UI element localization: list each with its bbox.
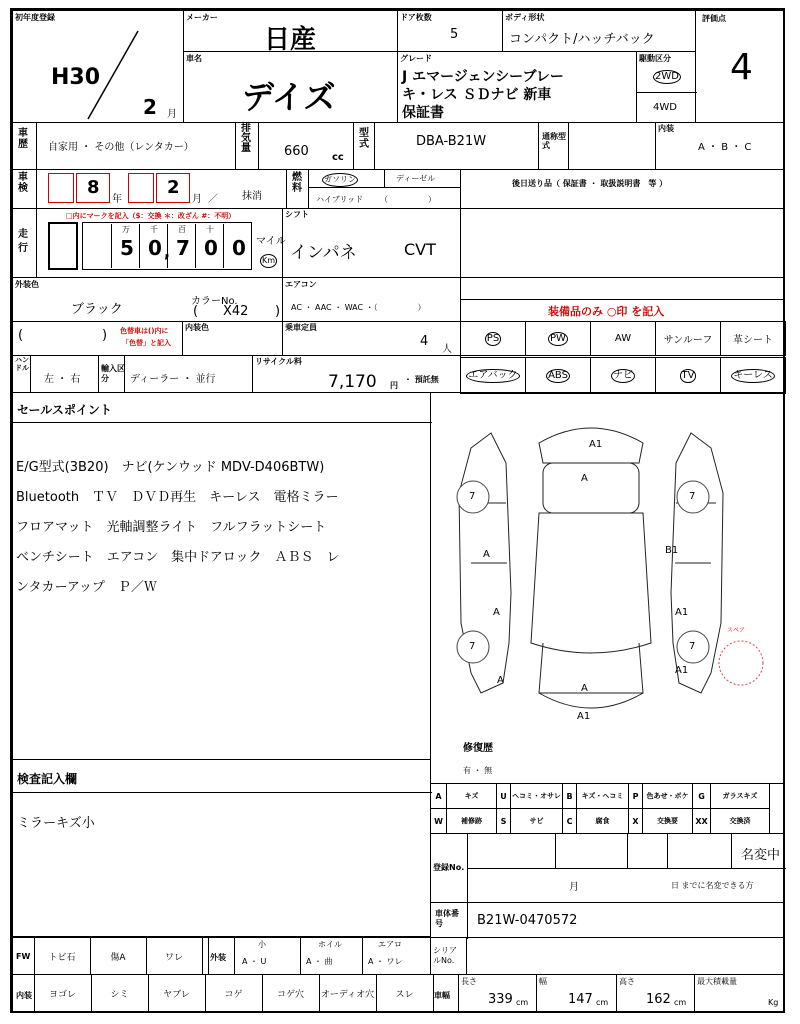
equipment-label: AW (614, 333, 632, 344)
equipment-item (460, 321, 526, 356)
docs-label: 後日送り品（ 保証書 ・ 取扱説明書 等 ） (512, 179, 668, 188)
bottom1-item: トビ石 (34, 937, 91, 975)
bottom2-item: スレ (376, 974, 434, 1013)
row3-div3 (308, 169, 309, 209)
first-reg-month: 2 (143, 95, 157, 119)
recycle-value: 7,170 (328, 372, 377, 392)
equipment-item (655, 321, 721, 356)
month-unit-2: 月 (192, 194, 202, 205)
reg-hdiv (467, 868, 786, 869)
mark-tire-fr: 7 (689, 491, 696, 502)
row6-div4 (252, 355, 253, 393)
bottom2-item: ヤブレ (148, 974, 206, 1013)
model-label: 車名 (186, 54, 202, 63)
equipment-label: PS (486, 332, 500, 344)
recycle-label: リサイクル料 (255, 357, 302, 366)
capacity-label: 乗車定員 (285, 323, 317, 332)
mark-note: □内にマークを記入（$：交換 ＊：改ざん #：不明） (66, 212, 236, 220)
legend-desc: ガラスキズ (710, 783, 770, 809)
ext-color-label: 外装色 (15, 280, 39, 289)
legend-code: B (562, 783, 577, 809)
legend-desc: 補修跡 (446, 808, 497, 834)
mark-rear-bumper: A1 (577, 711, 591, 722)
grade-box (397, 51, 637, 123)
history-label: 車歴 (18, 128, 28, 150)
mark-left-door: A (483, 549, 490, 560)
body-label: ボディ形状 (505, 13, 545, 22)
row6-div2 (98, 355, 99, 393)
bottom1-item: 傷A (90, 937, 147, 975)
row2-div1 (36, 122, 37, 170)
reg-div1 (467, 834, 468, 904)
shift-type: CVT (404, 240, 436, 259)
fuel-diesel: ディーゼル (396, 174, 436, 183)
insp-year-box (76, 173, 110, 203)
bottom2-item: ヨゴレ (34, 974, 92, 1013)
legend-desc: キズ (446, 783, 497, 809)
insp-month-blank-box (128, 173, 154, 203)
b2-div-len (458, 974, 459, 1013)
bottom2-item: オーディオ穴 (319, 974, 377, 1013)
drive-box (636, 51, 696, 123)
score-box (695, 10, 785, 123)
type-value: DBA-B21W (416, 134, 487, 149)
legend-desc: 色あせ・ボケ (642, 783, 693, 809)
repair-label: 修復歴 (463, 743, 493, 754)
import-value: ディーラー ・ 並行 (130, 374, 216, 385)
equip-note: 装備品のみ ○印 を記入 (548, 305, 665, 318)
int-label: 内装 (16, 991, 32, 1000)
insp-year: 8 (87, 177, 100, 198)
inspection-notes-title: 検査記入欄 (17, 772, 78, 786)
equipment-label: PW (550, 332, 566, 344)
body-value: コンパクト/ハッチバック (509, 32, 655, 47)
capacity-value: 4 (420, 334, 429, 349)
doors-label: ドア枚数 (400, 13, 432, 22)
equipment-item (525, 321, 591, 356)
odometer-unit: 百 (178, 225, 186, 234)
width-unit: cm (596, 998, 609, 1007)
year-unit: 年 (112, 194, 122, 205)
b1-div-serial2 (466, 937, 467, 975)
row2-div8 (655, 122, 656, 170)
chassis-box (430, 902, 785, 938)
b1-div-small (234, 937, 235, 975)
handle-label: ハンドル (15, 356, 29, 372)
docs-area (460, 208, 785, 278)
grade-line1: J エマージェンシーブレー (402, 69, 564, 85)
row5b (12, 321, 461, 356)
drive-4wd: 4WD (653, 102, 677, 113)
handle-value: 左 ・ 右 (44, 374, 81, 385)
insp-month-box (156, 173, 190, 203)
ext-label: 外装 (210, 953, 226, 962)
fuel-vdiv (384, 169, 385, 188)
equipment-item (525, 357, 591, 394)
displacement-label: 排気量 (241, 123, 251, 154)
fuel-gasoline-circled: ガソリン (322, 173, 358, 187)
odometer-unit: 千 (150, 225, 158, 234)
first-registration-box (12, 10, 184, 123)
equipment-item (590, 321, 656, 356)
legend-code: C (562, 808, 577, 834)
mark-left-rear-door: A (493, 607, 500, 618)
chassis-label: 車体番号 (435, 909, 459, 928)
length-unit: cm (516, 998, 529, 1007)
legend-code: G (692, 783, 711, 809)
equipment-label: キーレス (733, 369, 773, 381)
legend-code: XX (692, 808, 711, 834)
mile-unit: マイル (256, 236, 286, 247)
mark-tire-fl: 7 (469, 491, 476, 502)
load-label: 最大積載量 (697, 977, 737, 986)
drive-divider (637, 92, 697, 93)
reg-div2 (555, 834, 556, 868)
b2-div-load (694, 974, 695, 1013)
legend-code: W (430, 808, 447, 834)
mark-right-rear: A1 (675, 607, 689, 618)
equipment-label: TV (681, 369, 695, 381)
mark-rear: A (581, 683, 588, 694)
load-unit: Kg (768, 998, 779, 1007)
shift-position: インパネ (290, 243, 357, 263)
displacement-value: 660 (284, 144, 309, 159)
repair-value: 有 ・ 無 (463, 766, 493, 775)
fw-label: FW (16, 952, 31, 961)
model-box (183, 51, 398, 123)
maker-value: 日産 (264, 25, 317, 55)
grade-label: グレード (400, 54, 432, 63)
car-diagram (431, 393, 786, 785)
slash-line (83, 29, 143, 121)
drive-2wd (653, 70, 681, 84)
height-unit: cm (674, 998, 687, 1007)
sales-line: ベンチシート エアコン 集中ドアロック ＡＢＳ レ (16, 550, 340, 565)
registration-box (430, 833, 785, 903)
legend-code: S (496, 808, 511, 834)
inspection-notes-divider (13, 792, 432, 793)
b2-div-hei (616, 974, 617, 1013)
height-label: 高さ (619, 977, 635, 986)
maker-label: メーカー (186, 13, 218, 22)
fuel-hybrid: ハイブリッド (316, 195, 364, 204)
cancel-label: 抹消 (242, 191, 262, 202)
auction-sheet: 初年度登録 H30 2 月 メーカー 日産 車名 デイズ ドア枚数 5 ボディ形状 コンパクト/ハッチバック グレード J エマージェンシーブレー キ・レス ＳＤナビ 新車 保証書 駆動区分 2WD 4WD 評価点 4 車歴 自家用 ・ その他（レンタカー） 排気量 660 cc 型式 DBA-B21W 通称型式 内装 A ・ B ・ C 車検 8 年 2 月 ／ 抹消 燃料 ガソリン ディーゼル ハイブリッド （ ） 後日送り品（ 保証書 ・ 取扱説明書 等 ） 走行 □内にマークを記入（$：交換 ＊：改ざん #：不明） マイル Km シフト インパネ CVT 外装色 ブラック カラーNo. ( X42 ) エアコン AC ・ AAC ・ WAC ・（ ） 装備品のみ ○印 を記入 ( ) 色替車は()内に 「色替」と記入 内装色 乗車定員 4 人 ハンドル 左 ・ 右 輸入区分 ディーラー ・ 並行 リサイクル料 7,170 円 ・ 預託無 セールスポイント A1 A 7 7 A B1 A A1 7 7 A A1 A A1 スペア 修復歴 有 ・ 無 登録No. 名変中 月 日 までに名変できる方 検査記入欄 ミラーキズ小 車体番号 B21W-0470572 FW 外装 小 A ・ U ホイル A ・ 曲 エアロ A ・ ワレ シリアルNo. 内装 車幅 長さ 339 cm 幅 147 cm 高さ 162 cm 最大積載量 Kg 万 5 千 0 百 7 十 0 0 , PS PW AW サンルーフ 革シート エアバック ABS ナビ TV キーレス E/G型式(3B20) ナビ(ケンウッド MDV-D406BTW) Bluetooth ＴＶ ＤＶＤ再生 キーレス 電格ミラー フロアマット 光軸調整ライト フルフラットシート ベンチシート エアコン 集中ドアロック ＡＢＳ レ ンタカーアップ Ｐ／Ｗ A キズ U ヘコミ・オサレ B キズ・ヘコミ P 色あせ・ボケ G ガラスキズ W 補修跡 S サビ C 腐食 X 交換要 XX 交換済 トビ石 傷A ワレ ヨゴレ シミ ヤブレ コゲ コゲ穴 オーディオ穴 スレ (10, 8, 785, 1013)
deposit-note: ・ 預託無 (404, 375, 439, 384)
fuel-other: （ ） (380, 195, 436, 204)
doors-value: 5 (450, 27, 459, 42)
mark-left-rear: A (497, 675, 504, 686)
legend-code: P (628, 783, 643, 809)
legend-desc: 交換要 (642, 808, 693, 834)
reg-day-note: 日 までに名変できる方 (671, 881, 754, 890)
inspection-note: ミラーキズ小 (17, 816, 95, 831)
mark-tire-rl: 7 (469, 641, 476, 652)
row6-div1 (30, 355, 31, 393)
km-circled: Km (260, 254, 277, 268)
drive-label: 駆動区分 (639, 54, 671, 63)
name-change-label: 名変中 (741, 848, 781, 863)
bottom2-item: シミ (91, 974, 149, 1013)
equipment-label: ABS (548, 369, 568, 381)
b1-div-wheel (300, 937, 301, 975)
height-value: 162 (646, 992, 671, 1007)
color-no-label: カラーNo. (191, 296, 238, 307)
score-value: 4 (730, 47, 753, 88)
mark-hood: A (581, 473, 588, 484)
ext-color-value: ブラック (71, 302, 123, 317)
common-type-label: 通称型式 (542, 132, 566, 150)
width-label: 幅 (539, 977, 547, 986)
legend-code: A (430, 783, 447, 809)
row6-div3 (124, 355, 125, 393)
person-unit: 人 (442, 344, 452, 355)
color-change-note2: 「色替」と記入 (122, 339, 171, 347)
legend-code: U (496, 783, 511, 809)
first-reg-label: 初年度登録 (15, 13, 55, 22)
row2-div7 (568, 122, 569, 170)
row2-div6 (538, 122, 539, 170)
type-label: 型式 (359, 128, 369, 150)
equipment-label: 革シート (733, 335, 773, 346)
odometer-digit: 0 (148, 236, 162, 260)
equipment-item (720, 321, 786, 356)
color-no-value: X42 (223, 304, 249, 319)
import-label: 輸入区分 (101, 364, 125, 383)
mark-tire-rr: 7 (689, 641, 696, 652)
registration-label: 登録No. (433, 863, 465, 872)
odometer-unit: 万 (122, 225, 130, 234)
sales-title-divider (13, 422, 432, 423)
small-label: 小 (258, 940, 266, 949)
sales-title: セールスポイント (17, 403, 112, 417)
interior-label: 内装 (658, 124, 674, 133)
month-unit: 月 (167, 109, 177, 120)
mark-right-rear-fender: A1 (675, 665, 689, 676)
aero-value: A ・ ワレ (368, 957, 403, 966)
reg-div4 (667, 834, 668, 868)
row3-div2 (286, 169, 287, 209)
b1-div-aero (362, 937, 363, 975)
row2-div3 (258, 122, 259, 170)
reg-div3 (627, 834, 628, 868)
b2-div-wid (536, 974, 537, 1013)
row4-div1 (36, 208, 37, 278)
bottom2-item: コゲ穴 (262, 974, 320, 1013)
equipment-label: ナビ (613, 369, 633, 381)
km-unit (260, 254, 277, 268)
legend-code: X (628, 808, 643, 834)
row4-div2 (282, 208, 283, 278)
row5b-div2 (282, 321, 283, 356)
first-reg-year: H30 (51, 65, 101, 90)
sales-line: E/G型式(3B20) ナビ(ケンウッド MDV-D406BTW) (16, 460, 325, 475)
odometer-comma: , (164, 242, 171, 261)
b1-div-ext (208, 937, 209, 975)
equipment-item (720, 357, 786, 394)
inspection-label: 車検 (18, 172, 28, 194)
bottom1-item: ワレ (146, 937, 203, 975)
odometer-unit: 十 (206, 225, 214, 234)
legend-desc: ヘコミ・オサレ (510, 783, 563, 809)
maker-box (183, 10, 398, 55)
body-box (502, 10, 696, 52)
wheel-label: ホイル (318, 940, 342, 949)
small-value: A ・ U (242, 957, 267, 966)
mileage-label: 走行 (18, 229, 28, 254)
doors-box (397, 10, 503, 52)
bottom2-item: コゲ (205, 974, 263, 1013)
length-label: 長さ (461, 977, 477, 986)
mark-right-door: B1 (665, 545, 679, 556)
odometer-digit: 0 (232, 236, 246, 260)
odometer-digit: 5 (120, 236, 134, 260)
row2-div2 (235, 122, 236, 170)
drive-2wd-circled: 2WD (655, 71, 679, 82)
size-label: 車幅 (434, 991, 450, 1000)
row2-div5 (374, 122, 375, 170)
ac-box (282, 277, 461, 322)
yen-unit: 円 (390, 381, 398, 390)
history-value: 自家用 ・ その他（レンタカー） (48, 142, 194, 153)
inspection-notes-box (12, 759, 431, 937)
serial-label: シリアルNo. (433, 946, 457, 965)
legend-desc: キズ・ヘコミ (576, 783, 629, 809)
row3-div4 (460, 169, 461, 209)
sales-line: Bluetooth ＴＶ ＤＶＤ再生 キーレス 電格ミラー (16, 490, 339, 505)
equip-note-divider (460, 299, 785, 300)
chassis-div (467, 903, 468, 939)
equipment-label: エアバック (468, 369, 518, 381)
sales-line: ンタカーアップ Ｐ／Ｗ (16, 580, 157, 595)
ac-label: エアコン (285, 280, 317, 289)
equipment-item (460, 357, 526, 394)
int-color-label: 内装色 (185, 323, 209, 332)
model-value: デイズ (242, 78, 336, 116)
insp-year-blank-box (48, 173, 74, 203)
legend-desc: サビ (510, 808, 563, 834)
legend-desc: 交換済 (710, 808, 770, 834)
mileage-mark-box (48, 222, 78, 270)
color-change-note1: 色替車は()内に (120, 327, 169, 335)
score-label: 評価点 (702, 14, 726, 23)
odometer-digit: 7 (176, 236, 190, 260)
interior-value: A ・ B ・ C (698, 142, 752, 153)
diagram-box (430, 392, 785, 784)
reg-div5 (731, 834, 732, 868)
equipment-item (655, 357, 721, 394)
spare-label: スペア (727, 627, 746, 634)
grade-line3: 保証書 (402, 105, 444, 121)
mark-front-bumper: A1 (589, 439, 603, 450)
width-value: 147 (568, 992, 593, 1007)
wheel-value: A ・ 曲 (306, 957, 333, 966)
equipment-label: サンルーフ (663, 335, 713, 346)
shift-label: シフト (285, 210, 309, 219)
row2-div4 (353, 122, 354, 170)
length-value: 339 (488, 992, 513, 1007)
b1-div-serial (430, 937, 431, 975)
aero-label: エアロ (378, 940, 402, 949)
fuel-gasoline (322, 173, 358, 187)
chassis-value: B21W-0470572 (477, 913, 578, 928)
row3-div1 (36, 169, 37, 209)
spare-tire-marker (719, 641, 763, 685)
legend-desc: 腐食 (576, 808, 629, 834)
ext-color-box: 外装色 ブラック カラーNo. ( X42 ) (12, 277, 283, 322)
equipment-item (590, 357, 656, 394)
reg-month: 月 (569, 882, 579, 893)
insp-month: 2 (167, 177, 180, 198)
cc-unit: cc (332, 152, 344, 163)
sales-line: フロアマット 光軸調整ライト フルフラットシート (16, 520, 327, 535)
odometer-cell (84, 224, 112, 268)
odometer-digit: 0 (204, 236, 218, 260)
ac-value: AC ・ AAC ・ WAC ・（ ） (291, 303, 426, 312)
grade-line2: キ・レス ＳＤナビ 新車 (402, 87, 552, 103)
row5b-div1 (182, 321, 183, 356)
fuel-label: 燃料 (292, 172, 302, 194)
